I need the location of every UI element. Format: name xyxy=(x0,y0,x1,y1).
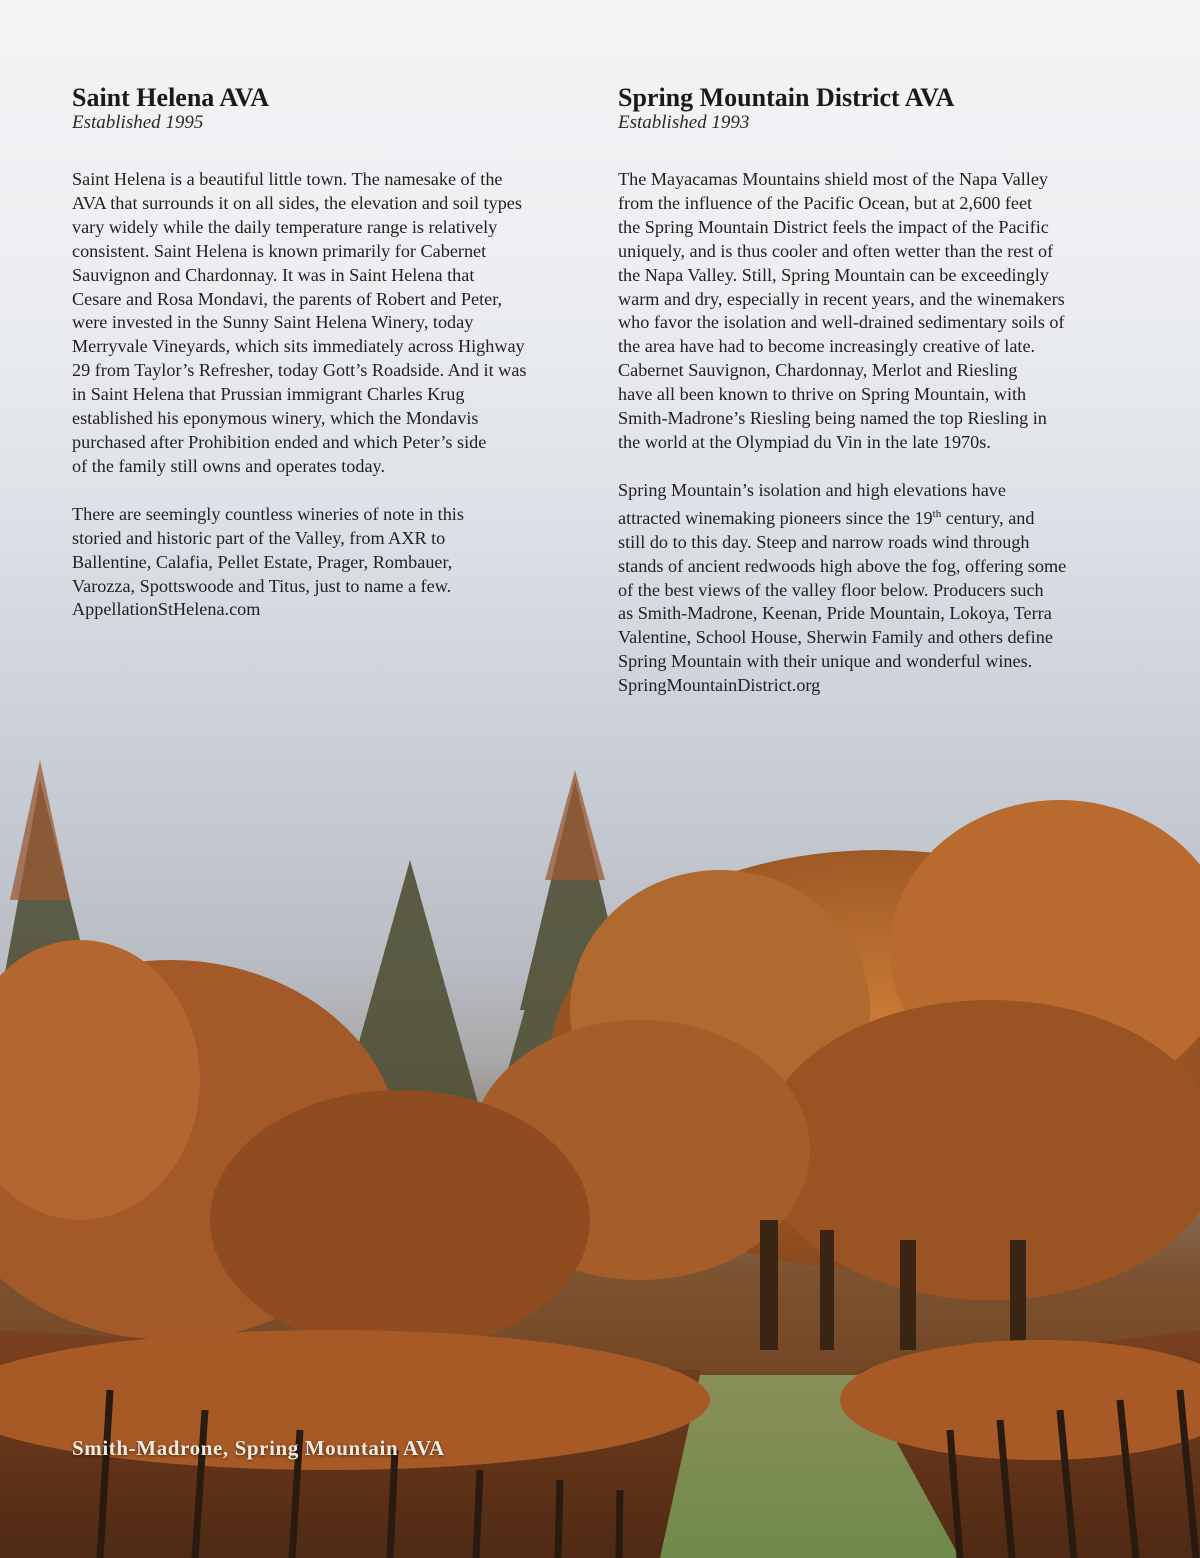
spring-mountain-established: Established 1993 xyxy=(618,112,750,133)
saint-helena-established: Established 1995 xyxy=(72,112,204,133)
saint-helena-section xyxy=(72,84,572,646)
paragraph-2-start: Spring Mountain’s isolation and high elevations have attracted winemaking pioneers since the 19 xyxy=(618,479,1006,528)
photo-caption: Smith-Madrone, Spring Mountain AVA xyxy=(72,1436,445,1460)
saint-helena-title: Saint Helena AVA xyxy=(72,83,269,112)
ordinal-suffix: th xyxy=(932,507,942,520)
spring-mountain-paragraph-2 xyxy=(618,479,1128,698)
saint-helena-paragraph-1: Saint Helena is a beautiful little town. The namesake of the AVA that surrounds it on all sides, the elevation and soil types vary widely while the daily temperature range is relatively consistent. Saint Helena is known primarily for Cabernet Sauvignon and Chardonnay. It was in Saint Helena that Cesare and Rosa Mondavi, the parents of Robert and Peter, were invested in the Sunny Saint Helena Winery, today Merryvale Vineyards, which sits immediately across Highway 29 from Taylor’s Refresher, today Gott’s Roadside. And it was in Saint Helena that Prussian immigrant Charles Krug established his eponymous winery, which the Mondavis purchased after Prohibition ended and which Peter’s side of the family still owns and operates today. xyxy=(72,169,527,476)
left-canopy xyxy=(0,940,590,1350)
spring-mountain-paragraph-1: The Mayacamas Mountains shield most of the Napa Valley from the influence of the Pacific Ocean, but at 2,600 feet the Spring Mountain District feels the impact of the Pacific uniquely, and is thus cooler and often wetter than the rest of the Napa Valley. Still, Spring Mountain can be exceedingly warm and dry, especially in recent years, and the winemakers who favor the isolation and well-drained sedimentary soils of the area have had to become increasingly creative of late. Cabernet Sauvignon, Chardonnay, Merlot and Riesling have all been known to thrive on Spring Mountain, with Smith-Madrone’s Riesling being named the top Riesling in the world at the Olympiad du Vin in the late 1970s. xyxy=(618,169,1065,452)
spring-mountain-title: Spring Mountain District AVA xyxy=(618,83,955,112)
saint-helena-paragraph-2: There are seemingly countless wineries of note in this storied and historic part of the Valley, from AXR to Ballentine, Calafia, Pellet Estate, Prager, Rombauer, Varozza, Spottswoode and Titus, just to name a few. AppellationStHelena.com xyxy=(72,503,464,620)
spring-mountain-section xyxy=(618,84,1128,722)
paragraph-2-end: century, and still do to this day. Steep and narrow roads wind through stands of ancient redwoods high above the fog, offering some of the best views of the valley floor below. Producers such as Smith-Madrone, Keenan, Pride Mountain, Lokoya, Terra Valentine, School House, Sherwin Family and others define Spring Mountain with their unique and wonderful wines. SpringMountainDistrict.org xyxy=(618,507,1067,696)
